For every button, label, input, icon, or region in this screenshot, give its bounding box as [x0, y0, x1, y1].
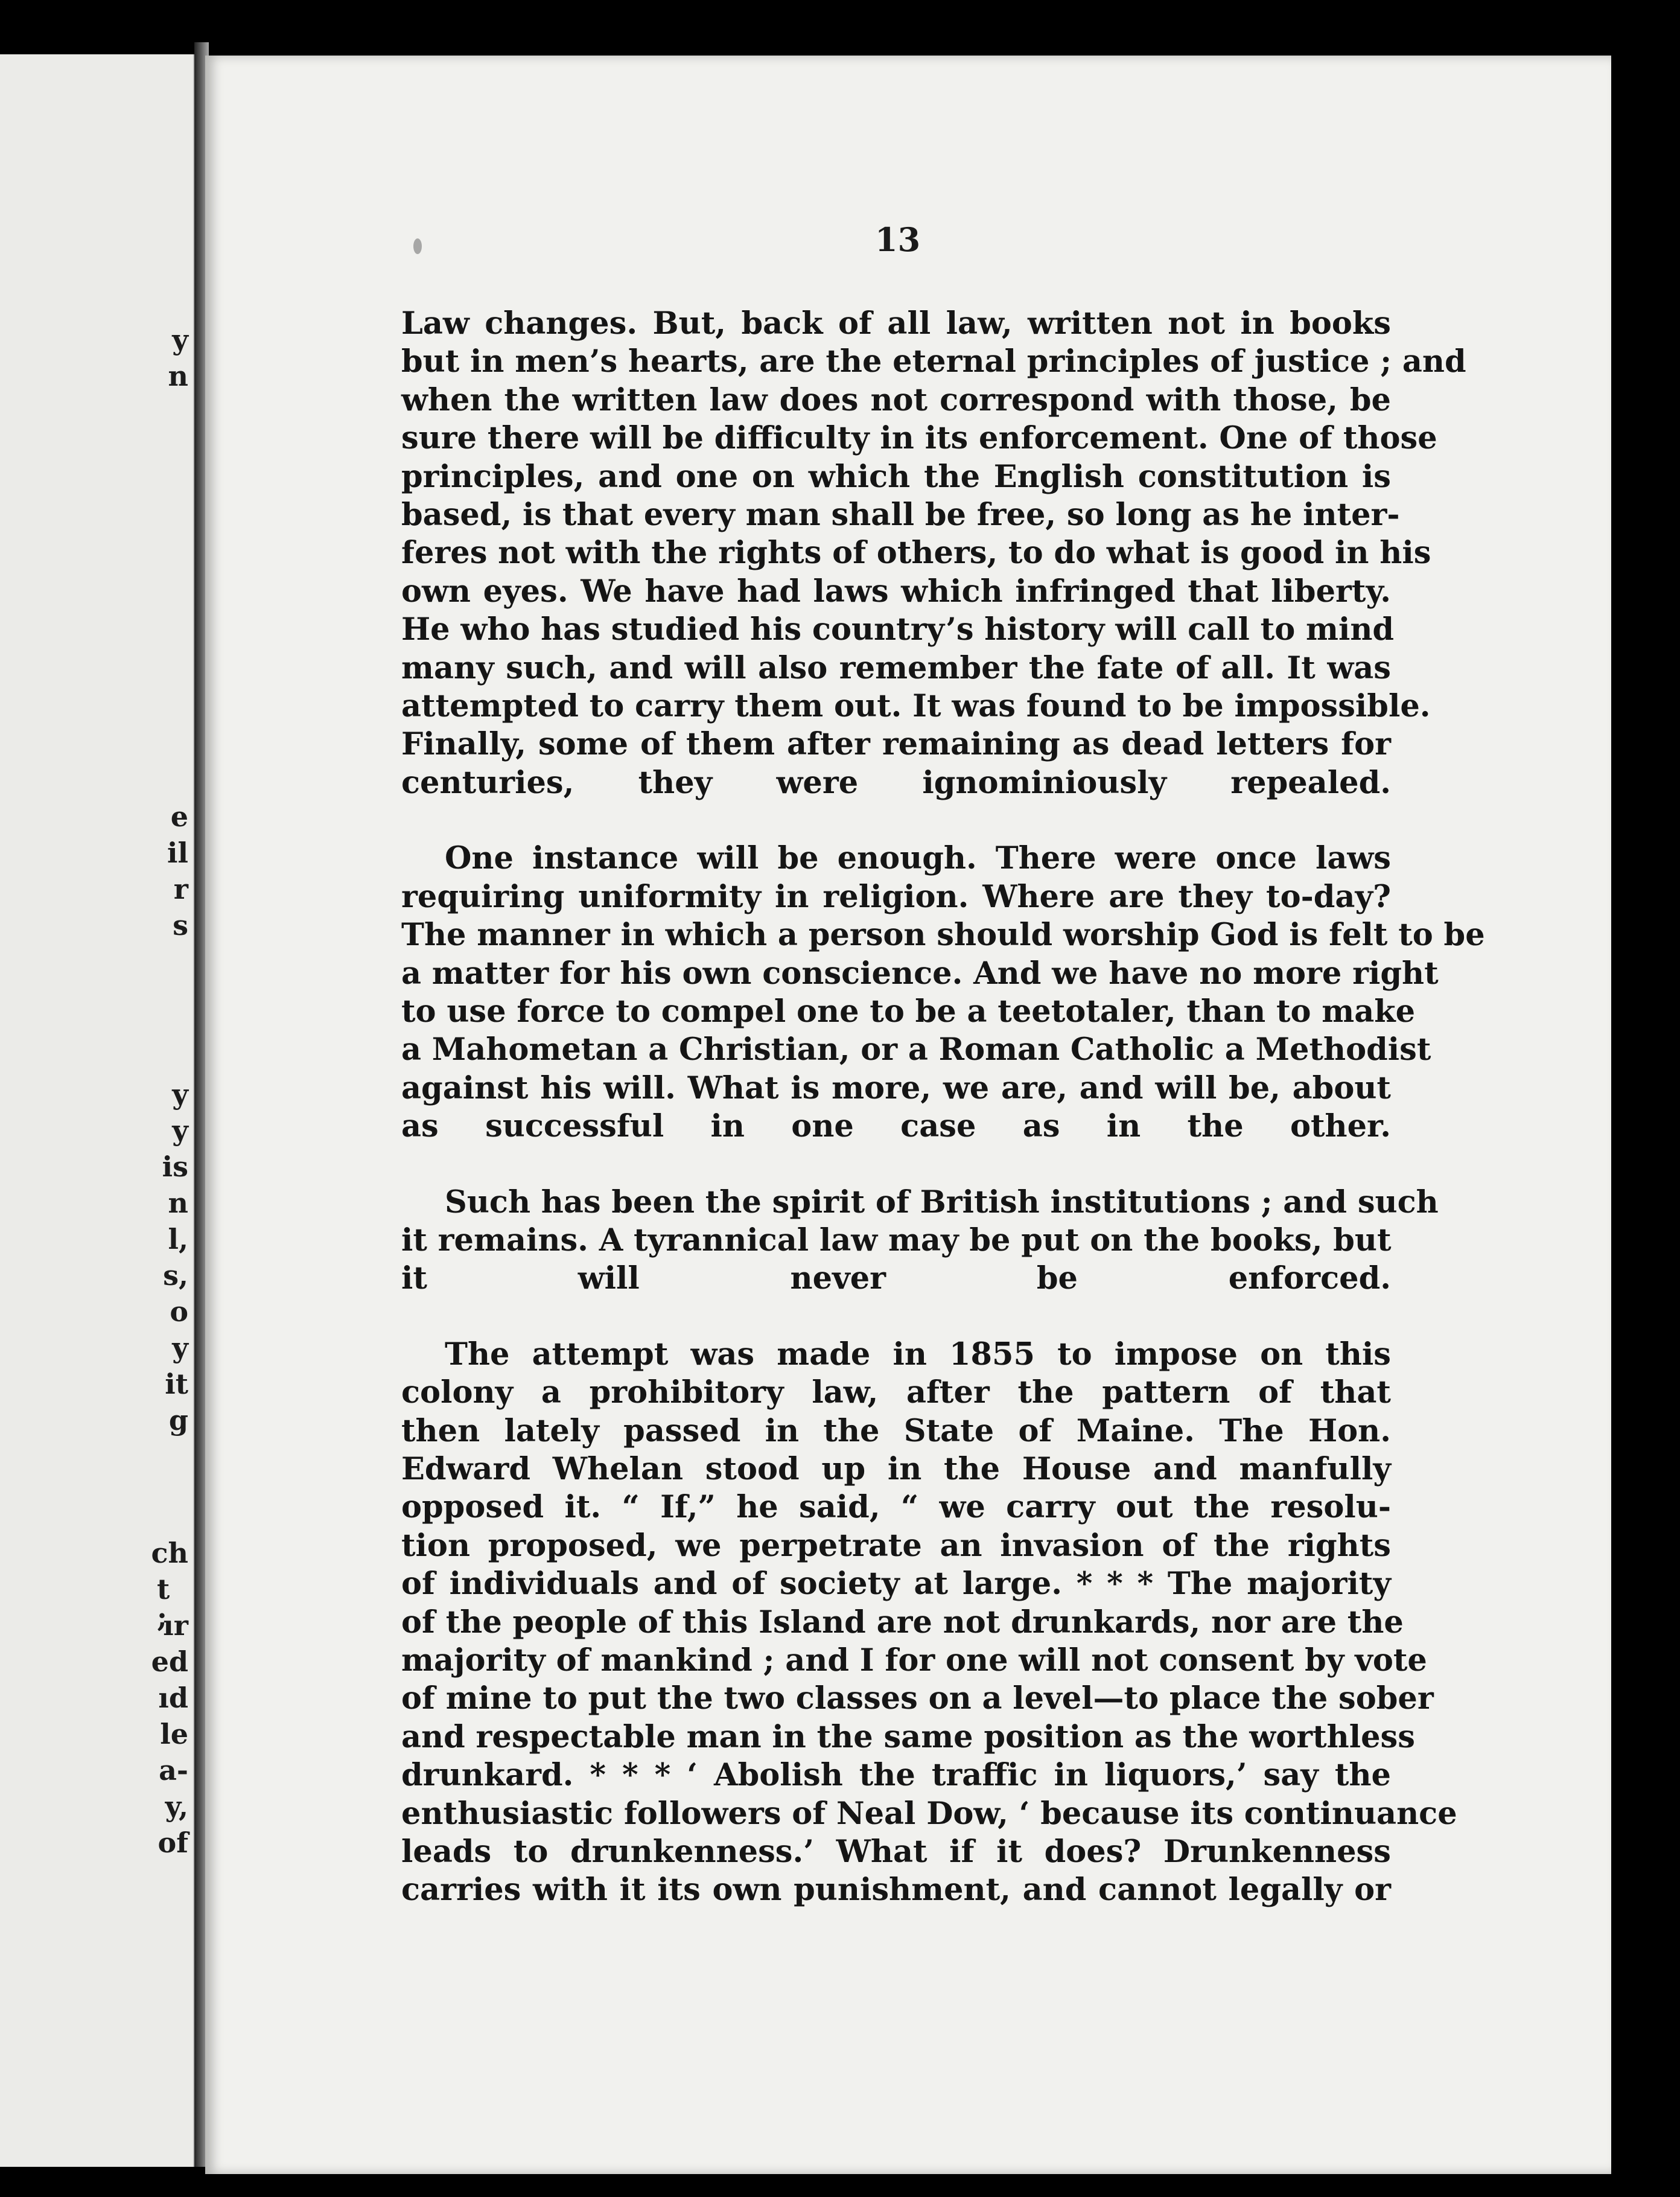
text-line: centuries, they were ignominiously repealed. — [401, 764, 1391, 801]
text-line: own eyes. We have had laws which infringed that liberty. — [401, 573, 1391, 610]
text-line: to use force to compel one to be a teetotaler, than to make — [401, 993, 1416, 1030]
text-line: He who has studied his country’s history will call to mind — [401, 611, 1395, 648]
text-line: then lately passed in the State of Maine. The Hon. — [401, 1412, 1391, 1449]
left-margin-fragments — [151, 54, 193, 2167]
text-line: many such, and will also remember the fate of all. It was — [401, 649, 1391, 686]
text-line: a matter for his own conscience. And we have no more right — [401, 955, 1439, 992]
text-line: of mine to put the two classes on a level—to place the sober — [401, 1680, 1434, 1717]
facing-page-fragment: y — [172, 1078, 188, 1111]
facing-page-fragment: ıd — [158, 1682, 188, 1714]
facing-page-fragment: y — [172, 1114, 188, 1147]
text-line: but in men’s hearts, are the eternal principles of justice ; and — [401, 343, 1466, 380]
paragraph-4 — [401, 1336, 1457, 1910]
text-line: colony a prohibitory law, after the pattern of that — [401, 1374, 1391, 1411]
text-line: tion proposed, we perpetrate an invasion of the rights — [401, 1527, 1391, 1564]
facing-page-fragment: n — [168, 360, 188, 392]
text-line: leads to drunkenness.’ What if it does? Drunkenness — [401, 1834, 1391, 1870]
facing-page-fragment: ır — [163, 1609, 188, 1642]
text-line: principles, and one on which the English constitution is — [401, 458, 1391, 495]
facing-page-fragment: t ; — [157, 1573, 170, 1633]
facing-page-fragment: e — [170, 800, 188, 833]
text-line: of the people of this Island are not drunkards, nor are the — [401, 1604, 1404, 1641]
page-number: 13 — [875, 220, 921, 259]
text-line: carries with it its own punishment, and cannot legally or — [401, 1872, 1391, 1908]
facing-page-fragment: l, — [168, 1223, 188, 1255]
facing-page-fragment: y — [172, 1331, 188, 1364]
facing-page-fragment: of — [158, 1826, 188, 1859]
facing-page-fragment: o — [170, 1295, 188, 1328]
text-line: as successful in one case as in the other. — [401, 1108, 1391, 1145]
text-line: it will never be enforced. — [401, 1260, 1391, 1297]
text-line: Edward Whelan stood up in the House and manfully — [401, 1450, 1391, 1487]
text-line: Such has been the spirit of British institutions ; and such — [445, 1184, 1439, 1220]
text-line: and respectable man in the same position as the worthless — [401, 1718, 1415, 1755]
text-line: a Mahometan a Christian, or a Roman Catholic a Methodist — [401, 1032, 1431, 1068]
facing-page-fragment: y, — [165, 1790, 188, 1823]
text-line: Law changes. But, back of all law, written not in books — [401, 305, 1391, 342]
text-line: attempted to carry them out. It was found to be impossible. — [401, 688, 1431, 725]
text-line: drunkard. * * * ‘ Abolish the traffic in liquors,’ say the — [401, 1757, 1391, 1794]
text-line: One instance will be enough. There were once laws — [445, 840, 1391, 877]
text-line: sure there will be difficulty in its enforcement. One of those — [401, 420, 1437, 457]
text-line: The manner in which a person should worship God is felt to be — [401, 917, 1485, 954]
facing-page-fragment: it — [165, 1368, 188, 1400]
facing-page-fragment: il — [167, 837, 188, 869]
facing-page-fragment: a- — [159, 1754, 188, 1787]
text-line: The attempt was made in 1855 to impose on this — [445, 1336, 1391, 1373]
text-line: Finally, some of them after remaining as dead letters for — [401, 726, 1391, 763]
text-line: when the written law does not correspond with those, be — [401, 381, 1391, 418]
facing-page-fragment: y — [172, 324, 188, 356]
facing-page-fragment: n — [168, 1187, 188, 1219]
facing-page-fragment: is — [162, 1150, 188, 1183]
ink-smudge — [413, 238, 422, 254]
text-line: feres not with the rights of others, to do what is good in his — [401, 535, 1431, 572]
text-line: of individuals and of society at large. * * * The majority — [401, 1566, 1391, 1602]
text-line: opposed it. “ If,” he said, “ we carry out the resolu- — [401, 1489, 1391, 1526]
text-line: enthusiastic followers of Neal Dow, ‘ because its continuance — [401, 1795, 1457, 1832]
text-line: majority of mankind ; and I for one will not consent by vote — [401, 1642, 1427, 1679]
body-text — [401, 305, 1485, 1910]
facing-page-fragment: le — [160, 1718, 188, 1750]
facing-page-fragment: ch — [151, 1537, 188, 1569]
paragraph-3 — [401, 1184, 1439, 1298]
paragraph-1 — [401, 305, 1466, 802]
facing-page-fragment: s, — [163, 1259, 188, 1292]
facing-page-fragment: s — [173, 909, 188, 942]
facing-page-fragment: g — [168, 1404, 188, 1436]
facing-page-fragment: r — [173, 873, 188, 905]
text-line: requiring uniformity in religion. Where are they to-day? — [401, 878, 1391, 915]
left-page — [0, 54, 194, 2167]
paragraph-2 — [401, 840, 1485, 1146]
text-line: against his will. What is more, we are, and will be, about — [401, 1070, 1391, 1106]
text-line: based, is that every man shall be free, so long as he inter- — [401, 497, 1400, 534]
facing-page-fragment: ed — [151, 1645, 188, 1678]
text-line: it remains. A tyrannical law may be put on the books, but — [401, 1222, 1392, 1258]
